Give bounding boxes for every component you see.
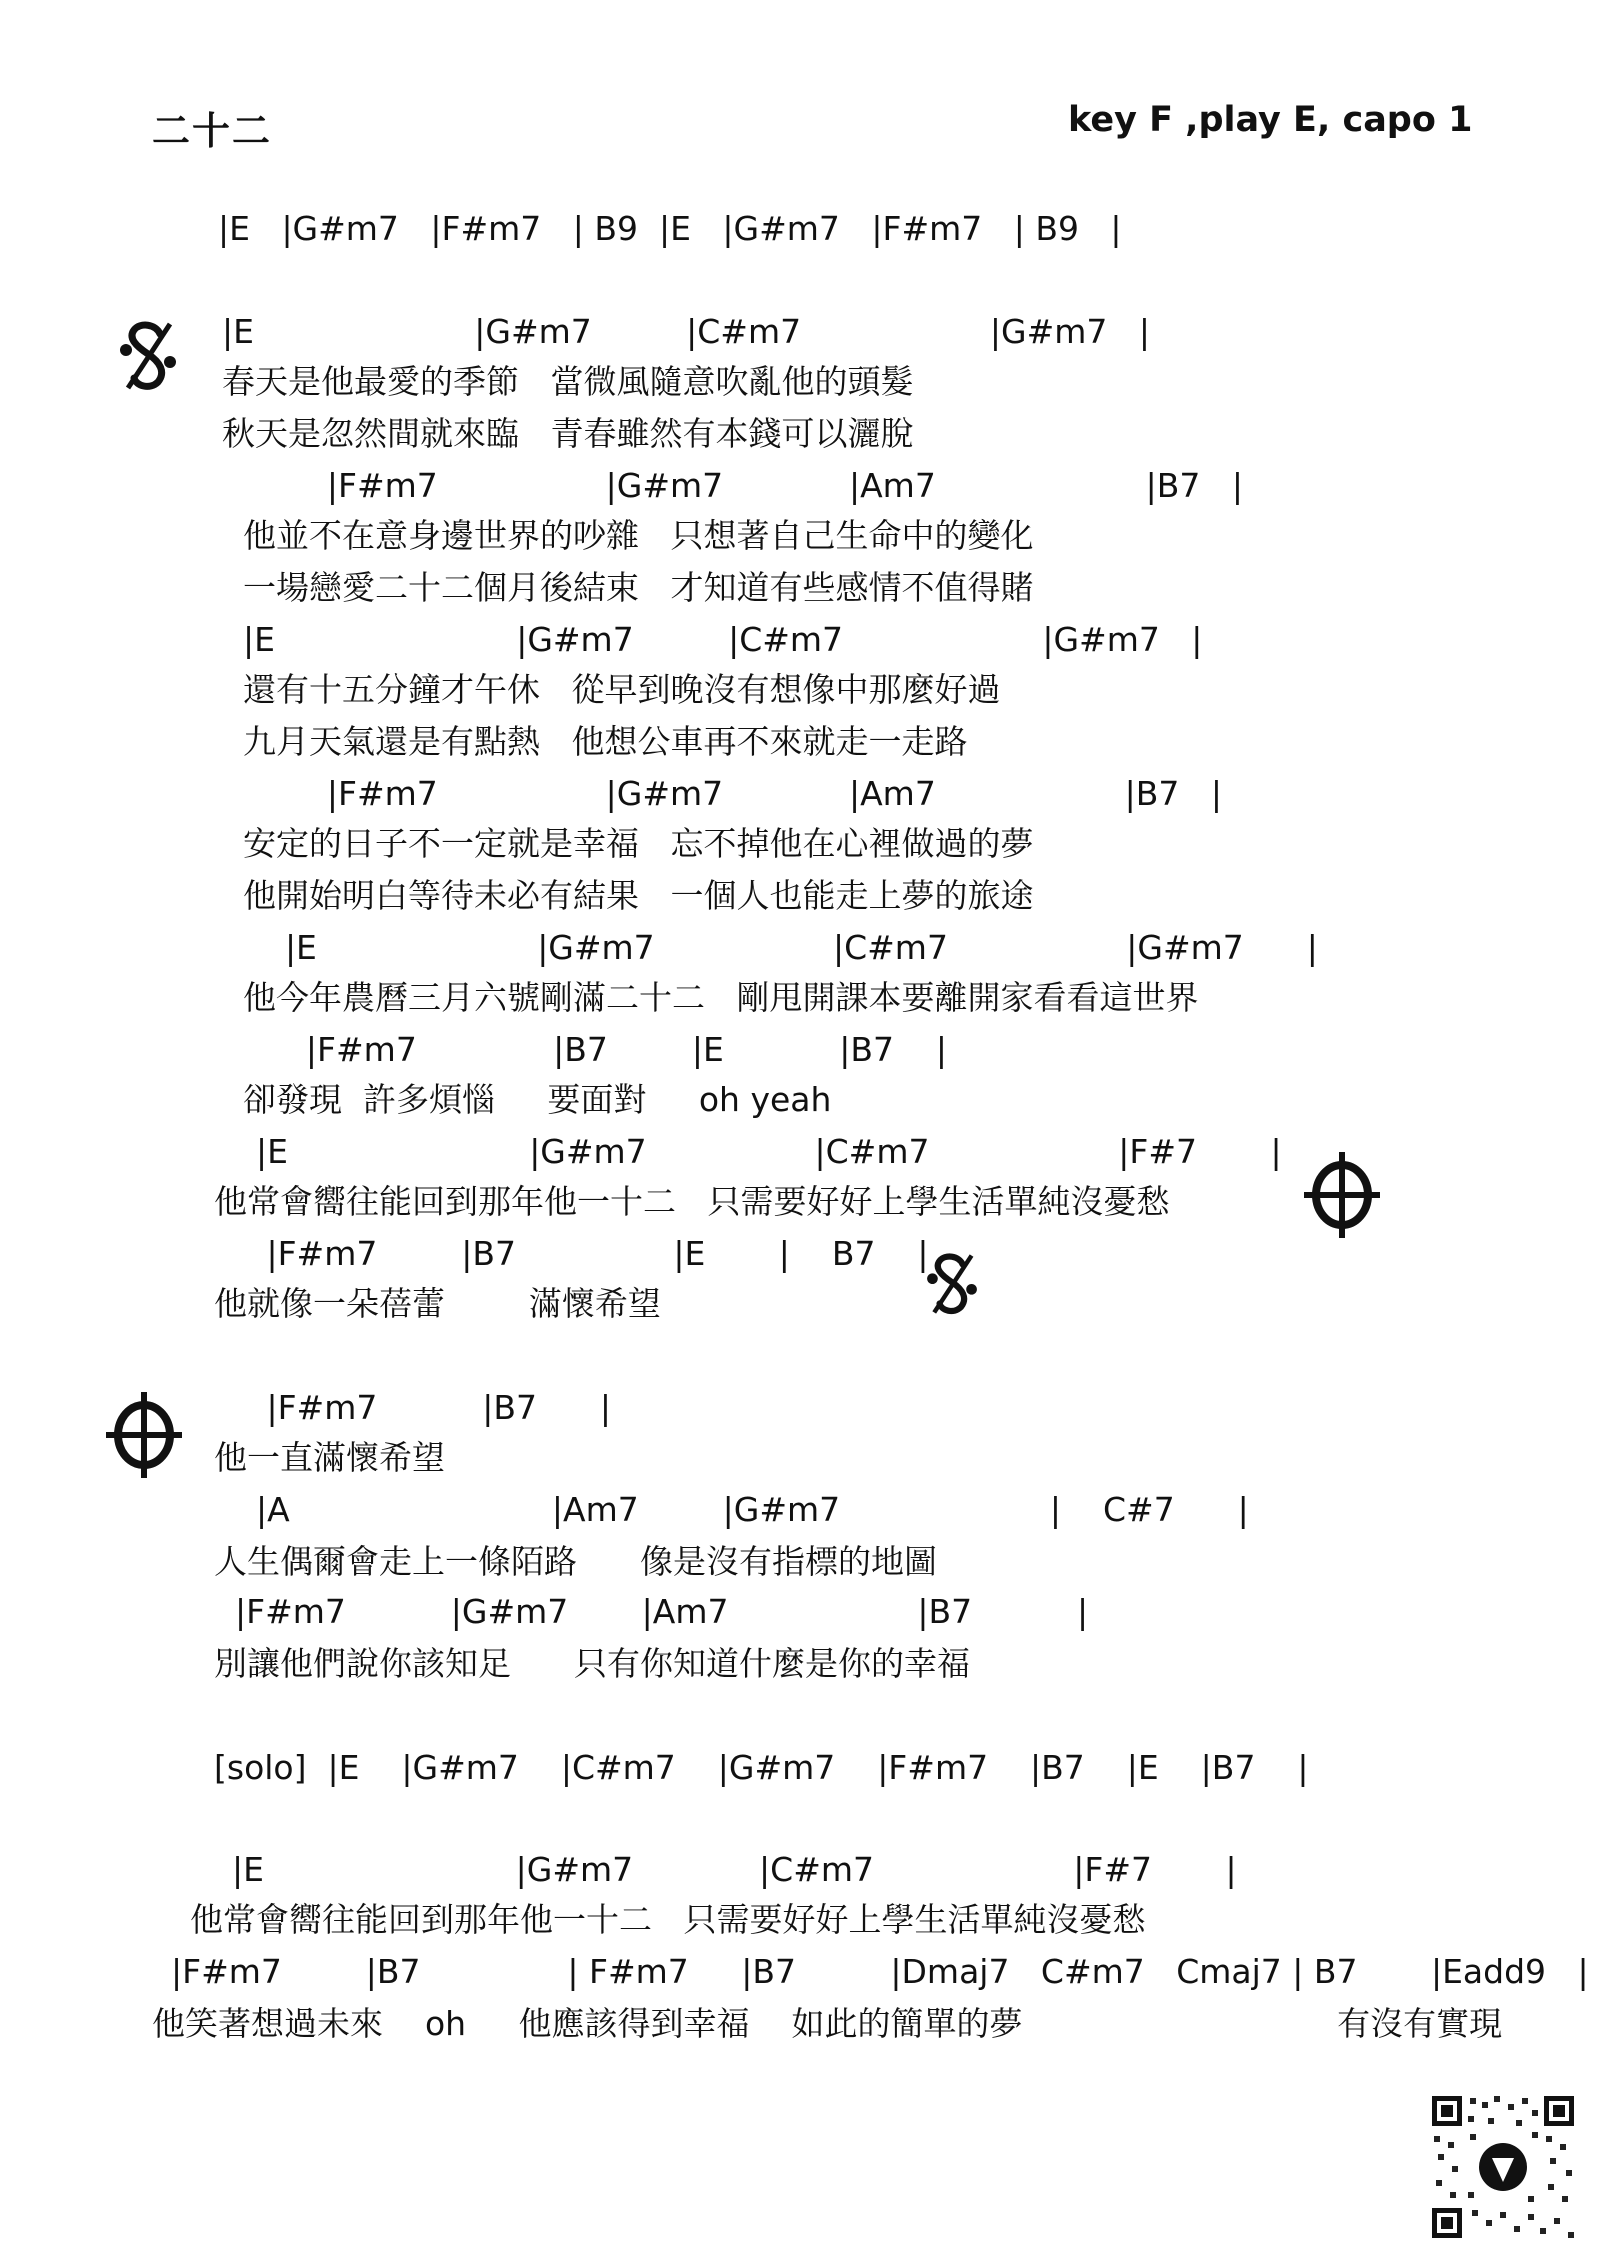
chord-line: |F#m7 |G#m7 |Am7 |B7 | [222,774,1222,813]
chord-line: |F#m7 |G#m7 |Am7 |B7 | [222,466,1243,505]
chord-line: |F#m7 |B7 | F#m7 |B7 |Dmaj7 C#m7 Cmaj7 | B7 |Eadd9 | [150,1952,1589,1991]
lyric-line: 他並不在意身邊世界的吵雜 只想著自己生命中的變化 [222,516,1034,555]
coda-icon [102,1388,186,1482]
chord-line: |E |G#m7 |C#m7 |G#m7 | [222,928,1318,967]
key-info: key F ,play E, capo 1 [1068,100,1473,140]
lyric-line: 春天是他最愛的季節 當微風隨意吹亂他的頭髮 [222,362,914,401]
chord-line: |A |Am7 |G#m7 | C#7 | [214,1490,1249,1529]
lyric-line: 一場戀愛二十二個月後結束 才知道有些感情不值得賭 [222,568,1034,607]
chord-line: |F#m7 |B7 |E | B7 | [214,1234,929,1273]
lyric-line: 還有十五分鐘才午休 從早到晚沒有想像中那麼好過 [222,670,1001,709]
solo-line: [solo] |E |G#m7 |C#m7 |G#m7 |F#m7 |B7 |E |B7 | [214,1748,1309,1787]
lyric-line: 他一直滿懷希望 [214,1438,445,1477]
segno-icon [112,316,184,396]
qr-code [1428,2092,1578,2242]
chord-line: |E |G#m7 |C#m7 |G#m7 | [222,312,1150,351]
lyric-line: 人生偶爾會走上一條陌路 像是沒有指標的地圖 [214,1542,937,1581]
lyric-line: 秋天是忽然間就來臨 青春雖然有本錢可以灑脫 [222,414,914,453]
chord-line: |F#m7 |B7 | [214,1388,612,1427]
chord-line: |F#m7 |B7 |E |B7 | [222,1030,948,1069]
lyric-line: 他今年農曆三月六號剛滿二十二 剛甩開課本要離開家看看這世界 [222,978,1199,1017]
lyric-line: 他笑著想過未來 oh 他應該得到幸福 如此的簡單的夢 有沒有實現 [152,2004,1503,2043]
lyric-line: 他開始明白等待未必有結果 一個人也能走上夢的旅途 [222,876,1034,915]
lyric-line: 他常會嚮往能回到那年他一十二 只需要好好上學生活單純沒憂愁 [214,1182,1170,1221]
chord-line: |E |G#m7 |C#m7 |F#7 | [190,1850,1237,1889]
song-title: 二十二 [152,109,273,153]
coda-icon [1300,1148,1384,1242]
segno-icon [920,1246,984,1322]
intro-chords: |E |G#m7 |F#m7 | B9 |E |G#m7 |F#m7 | B9 | [218,209,1122,248]
lyric-line: 安定的日子不一定就是幸福 忘不掉他在心裡做過的夢 [222,824,1034,863]
chord-line: |F#m7 |G#m7 |Am7 |B7 | [214,1592,1089,1631]
lyric-line: 卻發現 許多煩惱 要面對 oh yeah [222,1080,832,1119]
lyric-line: 他常會嚮往能回到那年他一十二 只需要好好上學生活單純沒憂愁 [190,1900,1146,1939]
lyric-line: 九月天氣還是有點熱 他想公車再不來就走一走路 [222,722,968,761]
lyric-line: 他就像一朵蓓蕾 滿懷希望 [214,1284,661,1323]
lyric-line: 別讓他們說你該知足 只有你知道什麼是你的幸福 [214,1644,970,1683]
chord-line: |E |G#m7 |C#m7 |G#m7 | [222,620,1203,659]
chord-line: |E |G#m7 |C#m7 |F#7 | [214,1132,1282,1171]
